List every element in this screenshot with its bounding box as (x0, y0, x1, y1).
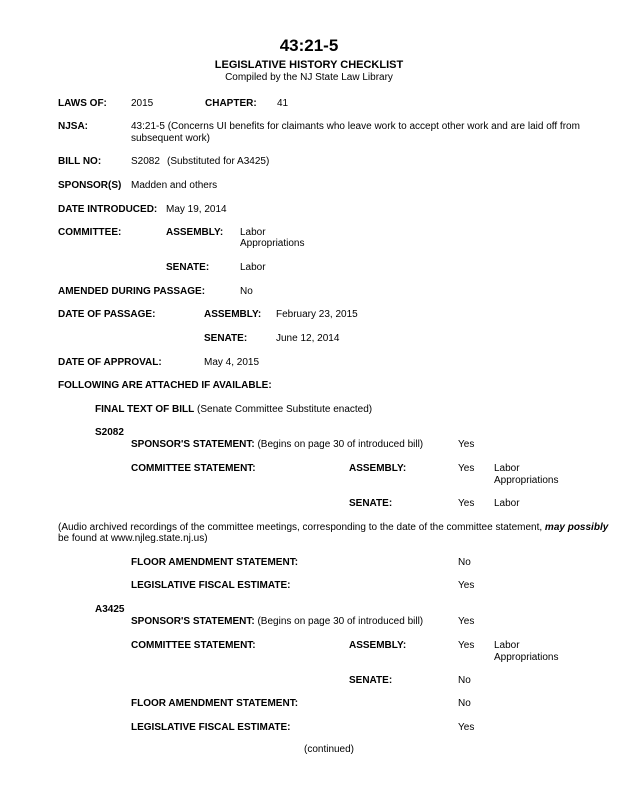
a3425-sponsor-line (131, 616, 423, 628)
s2082-committee-label: COMMITTEE STATEMENT: (131, 463, 256, 474)
passage-senate-value: June 12, 2014 (276, 333, 340, 344)
s2082-sponsor-note: (Begins on page 30 of introduced bill) (257, 439, 424, 450)
passage-assembly-label: ASSEMBLY: (204, 309, 262, 320)
a3425-bill-label: A3425 (95, 604, 125, 615)
final-text-note: (Senate Committee Substitute enacted) (197, 404, 373, 415)
sponsors-label: SPONSOR(S) (58, 180, 122, 191)
committee-assembly-label: ASSEMBLY: (166, 227, 224, 238)
s2082-assembly-label: ASSEMBLY: (349, 463, 407, 474)
attached-heading: FOLLOWING ARE ATTACHED IF AVAILABLE: (58, 380, 272, 391)
bill-no-label: BILL NO: (58, 156, 102, 167)
s2082-assembly-value: Yes (458, 463, 475, 474)
final-text-line (95, 404, 372, 416)
bill-no-value: S2082 (131, 156, 160, 167)
s2082-bill-label: S2082 (95, 427, 124, 438)
laws-of-value: 2015 (131, 98, 154, 109)
s2082-floor-value: No (458, 557, 471, 568)
s2082-floor-label: FLOOR AMENDMENT STATEMENT: (131, 557, 299, 568)
s2082-sponsor-label: SPONSOR'S STATEMENT: (131, 439, 255, 450)
date-introduced-value: May 19, 2014 (166, 204, 227, 215)
page-title: 43:21-5 (279, 36, 339, 55)
passage-label: DATE OF PASSAGE: (58, 309, 156, 320)
s2082-fiscal-label: LEGISLATIVE FISCAL ESTIMATE: (131, 580, 291, 591)
passage-senate-label: SENATE: (204, 333, 248, 344)
a3425-assembly-committee-1: Labor (494, 640, 520, 651)
approval-value: May 4, 2015 (204, 357, 260, 368)
committee-senate-label: SENATE: (166, 262, 210, 273)
s2082-sponsor-line (131, 439, 423, 451)
final-text-label: FINAL TEXT OF BILL (95, 404, 195, 415)
a3425-assembly-label: ASSEMBLY: (349, 640, 407, 651)
a3425-assembly-value: Yes (458, 640, 475, 651)
audio-note-text: (Audio archived recordings of the committee meetings, corresponding to the date of the committee statement, (58, 522, 545, 533)
amended-label: AMENDED DURING PASSAGE: (58, 286, 206, 297)
a3425-senate-value: No (458, 675, 471, 686)
a3425-sponsor-label: SPONSOR'S STATEMENT: (131, 616, 255, 627)
a3425-assembly-committee-2: Appropriations (494, 652, 559, 663)
committee-assembly-line-1: Labor (240, 227, 266, 238)
s2082-senate-committee: Labor (494, 498, 520, 509)
sponsors-value: Madden and others (131, 180, 218, 191)
audio-note-emphasis: may possibly (544, 522, 609, 533)
committee-senate-value: Labor (240, 262, 266, 273)
s2082-sponsor-value: Yes (458, 439, 475, 450)
audio-note-line-2: be found at www.njleg.state.nj.us) (58, 533, 208, 544)
bill-no-note: (Substituted for A3425) (167, 156, 270, 167)
njsa-line-2: subsequent work) (131, 133, 210, 144)
laws-of-label: LAWS OF: (58, 98, 107, 109)
a3425-sponsor-value: Yes (458, 616, 475, 627)
date-introduced-label: DATE INTRODUCED: (58, 204, 158, 215)
a3425-fiscal-label: LEGISLATIVE FISCAL ESTIMATE: (131, 722, 291, 733)
njsa-line-1: 43:21-5 (Concerns UI benefits for claimants who leave work to accept other work and are laid off from (131, 121, 580, 132)
a3425-senate-label: SENATE: (349, 675, 393, 686)
a3425-committee-label: COMMITTEE STATEMENT: (131, 640, 256, 651)
s2082-fiscal-value: Yes (458, 580, 475, 591)
s2082-assembly-committee-1: Labor (494, 463, 520, 474)
a3425-fiscal-value: Yes (458, 722, 475, 733)
a3425-floor-label: FLOOR AMENDMENT STATEMENT: (131, 698, 299, 709)
approval-label: DATE OF APPROVAL: (58, 357, 162, 368)
passage-assembly-value: February 23, 2015 (276, 309, 358, 320)
committee-assembly-line-2: Appropriations (240, 238, 305, 249)
chapter-label: CHAPTER: (205, 98, 257, 109)
a3425-floor-value: No (458, 698, 471, 709)
s2082-senate-value: Yes (458, 498, 475, 509)
page-subtitle: LEGISLATIVE HISTORY CHECKLIST (214, 59, 404, 71)
compiled-by: Compiled by the NJ State Law Library (225, 72, 393, 83)
s2082-senate-label: SENATE: (349, 498, 393, 509)
amended-value: No (240, 286, 253, 297)
njsa-label: NJSA: (58, 121, 89, 132)
a3425-sponsor-note: (Begins on page 30 of introduced bill) (257, 616, 424, 627)
continued-note: (continued) (303, 744, 355, 755)
s2082-assembly-committee-2: Appropriations (494, 475, 559, 486)
chapter-value: 41 (277, 98, 289, 109)
committee-label: COMMITTEE: (58, 227, 122, 238)
